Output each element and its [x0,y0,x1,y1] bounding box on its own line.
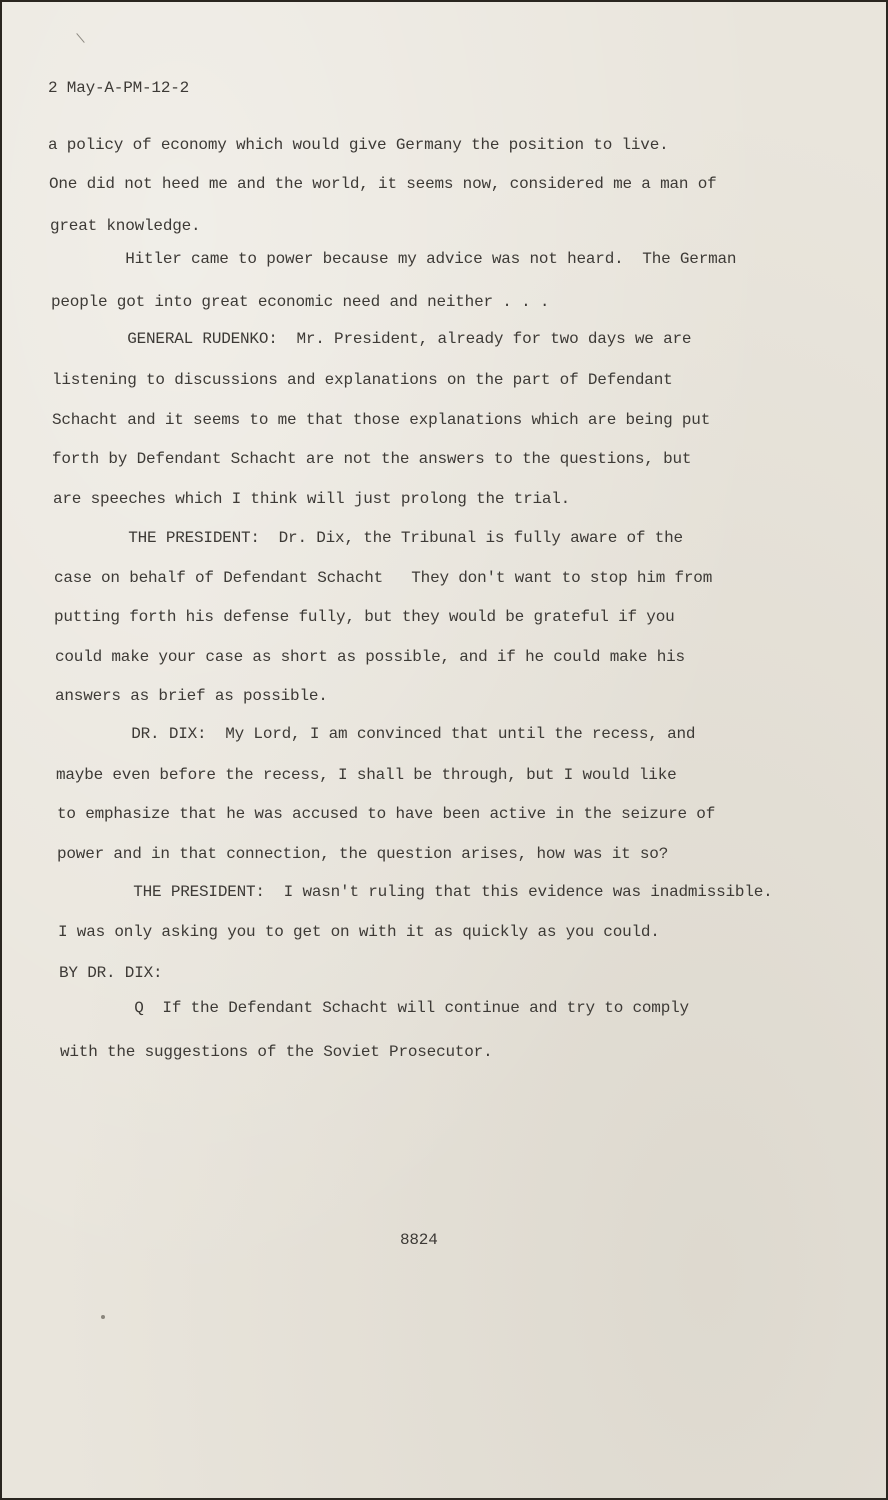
text-line: listening to discussions and explanations on the part of Defendant [52,371,673,389]
text-line: One did not heed me and the world, it seems now, considered me a man of [49,175,717,193]
paper-blemish [101,1315,105,1319]
text-line: people got into great economic need and neither . . . [51,293,550,311]
text-line: to emphasize that he was accused to have been active in the seizure of [57,805,716,823]
text-line: case on behalf of Defendant Schacht They don't want to stop him from [54,569,713,587]
page-number: 8824 [400,1231,438,1249]
text-line: answers as brief as possible. [55,687,328,705]
text-line: DR. DIX: My Lord, I am convinced that until the recess, and [56,725,696,743]
text-line: GENERAL RUDENKO: Mr. President, already for two days we are [52,330,692,348]
text-line: great knowledge. [50,217,201,235]
text-line: forth by Defendant Schacht are not the answers to the questions, but [52,450,692,468]
text-line: power and in that connection, the question arises, how was it so? [57,845,669,863]
text-line: I was only asking you to get on with it as quickly as you could. [58,923,660,941]
text-line: Q If the Defendant Schacht will continue and try to comply [59,999,689,1017]
text-line: BY DR. DIX: [59,964,163,982]
text-line: with the suggestions of the Soviet Prosecutor. [60,1043,493,1061]
text-line: could make your case as short as possible, and if he could make his [55,648,685,666]
text-line: maybe even before the recess, I shall be through, but I would like [56,766,677,784]
text-line: THE PRESIDENT: Dr. Dix, the Tribunal is fully aware of the [53,529,683,547]
corner-mark [76,33,84,43]
document-page [2,2,886,1498]
text-line: Schacht and it seems to me that those explanations which are being put [52,411,711,429]
text-line: putting forth his defense fully, but they would be grateful if you [54,608,675,626]
text-line: are speeches which I think will just prolong the trial. [53,490,571,508]
text-line: Hitler came to power because my advice was not heard. The German [50,250,737,268]
text-line: THE PRESIDENT: I wasn't ruling that this evidence was inadmissible. [58,883,773,901]
text-line: a policy of economy which would give Germany the position to live. [48,136,669,154]
page-reference: 2 May-A-PM-12-2 [48,79,190,97]
